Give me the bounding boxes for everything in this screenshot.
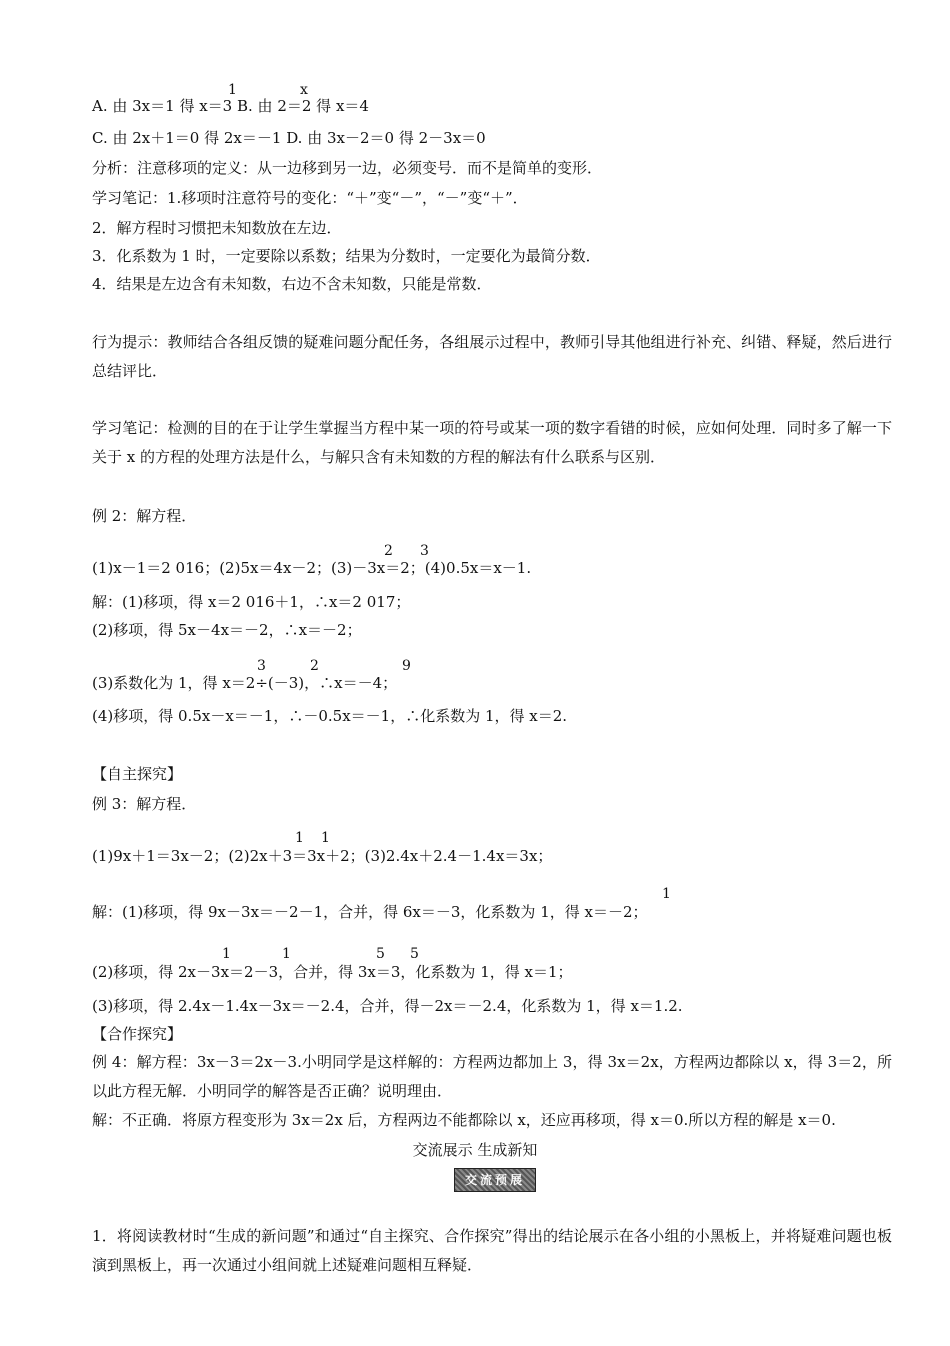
section-coop-explore: 【合作探究】: [92, 1025, 183, 1043]
fraction-numerator: 5: [410, 946, 419, 962]
analysis-line: 分析：注意移项的定义：从一边移到另一边，必须变号．而不是简单的变形．: [92, 159, 603, 177]
solution-line-4: (4)移项，得 0.5x－x＝－1，∴－0.5x＝－1，∴化系数为 1，得 x＝2.: [92, 707, 568, 725]
example-3-solution-3: (3)移项，得 2.4x－1.4x－3x＝－2.4，合并，得－2x＝－2.4，化系数为 1，得 x＝1.2.: [92, 997, 683, 1015]
fraction-numerator: 2: [310, 658, 319, 674]
section-stamp: 交流预展: [454, 1168, 536, 1192]
example-4-problem: 例 4：解方程：3x－3＝2x－3.小明同学是这样解的：方程两边都加上 3，得 3x＝2x，方程两边都除以 x，得 3＝2，所以此方程无解．小明同学的解答是否正确？说明理由．: [92, 1053, 892, 1100]
fraction-numerator: 1: [662, 886, 671, 902]
fraction-numerator: x: [300, 82, 308, 98]
section-heading: 交流展示 生成新知: [412, 1141, 538, 1159]
fraction-numerator: 1: [321, 830, 330, 846]
example-3-title: 例 3：解方程．: [92, 795, 197, 813]
fraction-numerator: 3: [420, 543, 429, 559]
solution-line-2: (2)移项，得 5x－4x＝－2，∴x＝－2；: [92, 621, 362, 639]
example-3-solution-1: 解：(1)移项，得 9x－3x＝－2－1，合并，得 6x＝－3，化系数为 1，得 x＝－2；: [92, 903, 648, 921]
note-line-2: 2．解方程时习惯把未知数放在左边．: [92, 219, 342, 237]
example-2-equations: (1)x－1＝2 016；(2)5x＝4x－2；(3)－3x＝2；(4)0.5x＝x－1.: [92, 559, 532, 577]
note-line-1: 学习笔记：1.移项时注意符号的变化：“＋”变“－”，“－”变“＋”．: [92, 189, 528, 207]
fraction-numerator: 1: [282, 946, 291, 962]
fraction-numerator: 1: [222, 946, 231, 962]
example-3-solution-2: (2)移项，得 2x－3x＝2－3，合并，得 3x＝3，化系数为 1，得 x＝1；: [92, 963, 573, 981]
behavior-tip: 行为提示：教师结合各组反馈的疑难问题分配任务，各组展示过程中，教师引导其他组进行补充、纠错、释疑，然后进行总结评比．: [92, 333, 892, 380]
choice-line-cd: C. 由 2x＋1＝0 得 2x＝－1 D. 由 3x－2＝0 得 2－3x＝0: [92, 129, 486, 147]
fraction-numerator: 2: [384, 543, 393, 559]
example-2-title: 例 2：解方程．: [92, 507, 197, 525]
example-4-solution: 解：不正确．将原方程变形为 3x＝2x 后，方程两边不能都除以 x，还应再移项，得 x＝0.所以方程的解是 x＝0.: [92, 1111, 836, 1129]
note-line-3: 3．化系数为 1 时，一定要除以系数；结果为分数时，一定要化为最简分数．: [92, 247, 601, 265]
fraction-numerator: 5: [376, 946, 385, 962]
fraction-numerator: 3: [257, 658, 266, 674]
fraction-numerator: 9: [402, 658, 411, 674]
section-self-explore: 【自主探究】: [92, 765, 183, 783]
exchange-item-1: 1．将阅读教材时“生成的新问题”和通过“自主探究、合作探究”得出的结论展示在各小组的小黑板上，并将疑难问题也板演到黑板上，再一次通过小组间就上述疑难问题相互释疑．: [92, 1227, 892, 1274]
note-line-4: 4．结果是左边含有未知数，右边不含未知数，只能是常数．: [92, 275, 492, 293]
solution-line-1: 解：(1)移项，得 x＝2 016＋1，∴x＝2 017；: [92, 593, 411, 611]
choice-line-ab: A. 由 3x＝1 得 x＝3 B. 由 2＝2 得 x＝4: [92, 97, 369, 115]
fraction-numerator: 1: [228, 82, 237, 98]
fraction-numerator: 1: [295, 830, 304, 846]
study-note: 学习笔记：检测的目的在于让学生掌握当方程中某一项的符号或某一项的数字看错的时候，应如何处理．同时多了解一下关于 x 的方程的处理方法是什么，与解只含有未知数的方程的解法有什么联系与区别．: [92, 419, 892, 466]
solution-line-3: (3)系数化为 1，得 x＝2÷(－3)，∴x＝－4；: [92, 674, 398, 692]
example-3-equations: (1)9x＋1＝3x－2；(2)2x＋3＝3x＋2；(3)2.4x＋2.4－1.4x＝3x；: [92, 847, 553, 865]
